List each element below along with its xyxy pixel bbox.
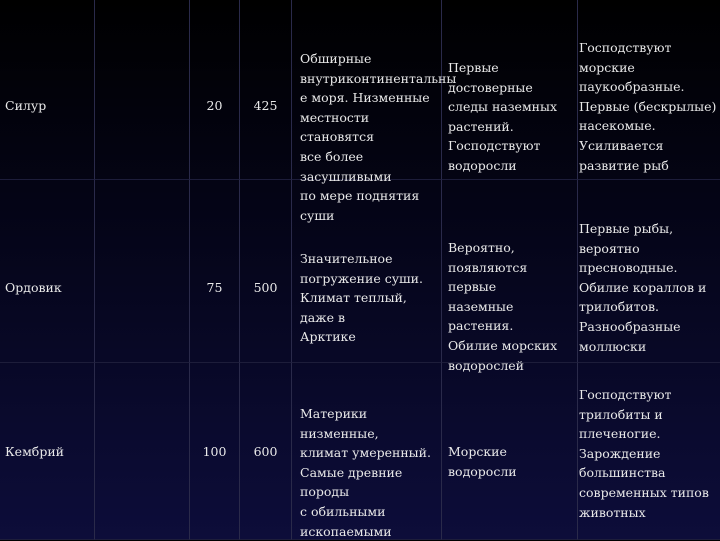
period-cell bbox=[0, 180, 95, 363]
empty-cell bbox=[95, 0, 190, 180]
plants-cell bbox=[442, 363, 578, 540]
plants-text: Вероятно, появляются первые наземные растения. Обилие морских водорослей bbox=[448, 240, 558, 373]
animals-cell bbox=[578, 0, 720, 180]
geology-cell bbox=[292, 0, 457, 223]
animals-text: Господствуют морские паукообразные. Первые (бескрылые) насекомые. Усиливается развитие рыб bbox=[579, 40, 717, 173]
age-value: 500 bbox=[253, 280, 278, 295]
duration-cell bbox=[190, 0, 240, 180]
plants-cell bbox=[442, 180, 578, 373]
animals-cell bbox=[578, 180, 720, 363]
geology-text: Обширные внутриконтинентальны е моря. Низменные местности становятся все более засушливыми по мере поднятия суши bbox=[300, 51, 457, 223]
animals-text: Первые рыбы, вероятно пресноводные. Обилие кораллов и трилобитов. Разнообразные моллюски bbox=[579, 221, 707, 354]
age-value: 600 bbox=[253, 444, 278, 459]
duration-value: 100 bbox=[202, 444, 227, 459]
plants-text: Морские водоросли bbox=[448, 444, 517, 479]
geology-cell bbox=[292, 363, 442, 540]
age-cell bbox=[240, 180, 292, 363]
duration-cell bbox=[190, 180, 240, 363]
age-cell bbox=[240, 363, 292, 540]
plants-cell bbox=[442, 0, 578, 180]
period-name: Кембрий bbox=[5, 444, 64, 459]
period-name: Силур bbox=[5, 98, 47, 113]
empty-cell bbox=[95, 180, 190, 363]
geology-text: Материки низменные, климат умеренный. Самые древние породы с обильными ископаемыми bbox=[300, 406, 431, 539]
empty-cell bbox=[95, 363, 190, 540]
age-cell bbox=[240, 0, 292, 180]
duration-value: 75 bbox=[206, 280, 223, 295]
duration-cell bbox=[190, 363, 240, 540]
period-cell bbox=[0, 363, 95, 540]
animals-text: Господствуют трилобиты и плеченогие. Зарождение большинства современных типов животных bbox=[579, 387, 709, 520]
duration-value: 20 bbox=[206, 98, 223, 113]
period-cell bbox=[0, 0, 95, 180]
animals-cell bbox=[578, 363, 720, 540]
geology-text: Значительное погружение суши. Климат теплый, даже в Арктике bbox=[300, 251, 423, 345]
plants-text: Первые достоверные следы наземных растений. Господствуют водоросли bbox=[448, 60, 558, 173]
geology-cell bbox=[292, 180, 442, 363]
age-value: 425 bbox=[253, 98, 278, 113]
period-name: Ордовик bbox=[5, 280, 62, 295]
